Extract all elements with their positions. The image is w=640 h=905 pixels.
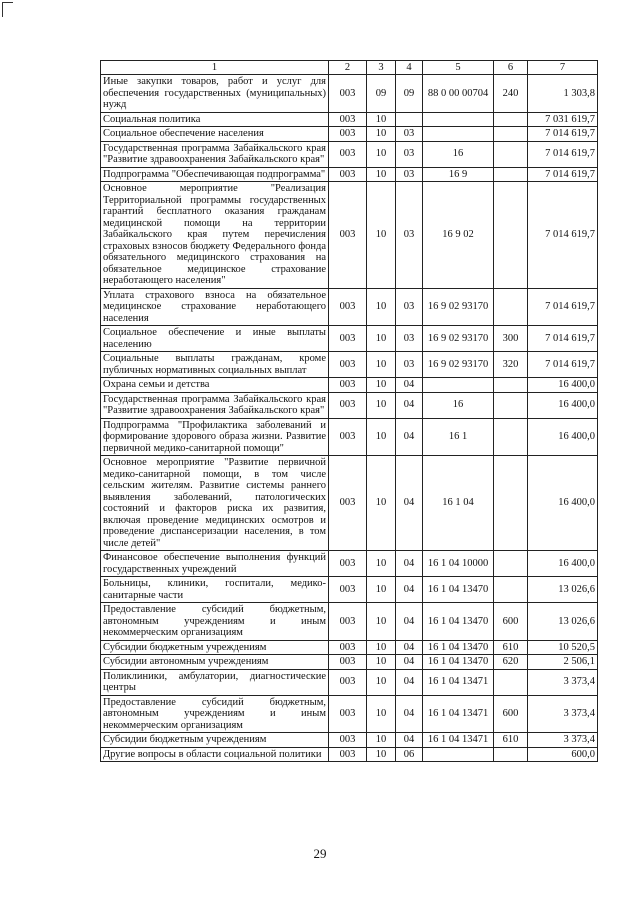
table-row <box>101 112 598 127</box>
table-row <box>101 288 598 326</box>
row-c5-cell: 16 1 04 13471 <box>423 733 494 748</box>
row-c5-cell: 16 <box>423 392 494 418</box>
budget-table <box>100 60 598 762</box>
row-c6-cell: 320 <box>494 352 528 378</box>
row-c2-cell: 003 <box>329 695 367 733</box>
row-name-cell: Государственная программа Забайкальского края "Развитие здравоохранения Забайкальского края" <box>101 141 329 167</box>
row-c6-cell <box>494 112 528 127</box>
row-c5-cell <box>423 112 494 127</box>
row-c4-cell: 03 <box>396 352 423 378</box>
row-c3-cell: 10 <box>367 288 396 326</box>
row-c3-cell: 10 <box>367 655 396 670</box>
row-name-cell: Больницы, клиники, госпитали, медико-санитарные части <box>101 577 329 603</box>
row-c3-cell: 10 <box>367 392 396 418</box>
row-c6-cell <box>494 669 528 695</box>
row-c2-cell: 003 <box>329 75 367 113</box>
row-c7-cell: 1 303,8 <box>528 75 598 113</box>
row-c5-cell: 16 9 02 93170 <box>423 326 494 352</box>
row-c5-cell: 16 <box>423 141 494 167</box>
row-c3-cell: 10 <box>367 352 396 378</box>
table-row <box>101 75 598 113</box>
row-c2-cell: 003 <box>329 640 367 655</box>
row-c4-cell: 04 <box>396 551 423 577</box>
row-name-cell: Субсидии бюджетным учреждениям <box>101 640 329 655</box>
table-row <box>101 655 598 670</box>
row-name-cell: Государственная программа Забайкальского края "Развитие здравоохранения Забайкальского края" <box>101 392 329 418</box>
row-name-cell: Подпрограмма "Обеспечивающая подпрограмма" <box>101 167 329 182</box>
table-row <box>101 669 598 695</box>
row-c6-cell: 300 <box>494 326 528 352</box>
row-c3-cell: 10 <box>367 141 396 167</box>
row-c5-cell <box>423 127 494 142</box>
row-c2-cell: 003 <box>329 112 367 127</box>
row-c6-cell <box>494 456 528 551</box>
row-c6-cell <box>494 418 528 456</box>
table-row <box>101 392 598 418</box>
column-header: 4 <box>396 61 423 75</box>
row-name-cell: Основное мероприятие "Развитие первичной медико-санитарной помощи, в том числе сельским жителям. Развитие системы раннего выявления заболеваний, патологических состояний и факторов риска их развития, включая проведение медицинских осмотров и проведение диспансеризации населения, в том числе детей" <box>101 456 329 551</box>
table-row <box>101 603 598 641</box>
row-c7-cell: 7 014 619,7 <box>528 182 598 289</box>
row-c4-cell: 04 <box>396 418 423 456</box>
column-header: 6 <box>494 61 528 75</box>
row-c6-cell: 620 <box>494 655 528 670</box>
row-name-cell: Социальная политика <box>101 112 329 127</box>
table-row <box>101 577 598 603</box>
row-c7-cell: 7 014 619,7 <box>528 352 598 378</box>
row-c7-cell: 7 031 619,7 <box>528 112 598 127</box>
row-c4-cell: 04 <box>396 378 423 393</box>
row-c4-cell: 03 <box>396 167 423 182</box>
row-c6-cell: 600 <box>494 603 528 641</box>
row-c2-cell: 003 <box>329 669 367 695</box>
row-c5-cell: 16 1 04 10000 <box>423 551 494 577</box>
row-c3-cell: 10 <box>367 167 396 182</box>
row-c5-cell: 16 9 02 93170 <box>423 352 494 378</box>
row-c6-cell <box>494 288 528 326</box>
row-c7-cell: 16 400,0 <box>528 456 598 551</box>
row-c4-cell: 03 <box>396 182 423 289</box>
column-header: 2 <box>329 61 367 75</box>
row-c4-cell: 04 <box>396 640 423 655</box>
row-c2-cell: 003 <box>329 167 367 182</box>
row-c7-cell: 7 014 619,7 <box>528 141 598 167</box>
row-c2-cell: 003 <box>329 127 367 142</box>
row-c2-cell: 003 <box>329 577 367 603</box>
row-c7-cell: 16 400,0 <box>528 378 598 393</box>
row-c5-cell <box>423 378 494 393</box>
row-c7-cell: 13 026,6 <box>528 603 598 641</box>
row-c7-cell: 3 373,4 <box>528 669 598 695</box>
row-c5-cell: 16 1 04 13470 <box>423 603 494 641</box>
row-name-cell: Подпрограмма "Профилактика заболеваний и формирование здорового образа жизни. Развитие первичной медико-санитарной помощи" <box>101 418 329 456</box>
row-c3-cell: 10 <box>367 733 396 748</box>
row-c7-cell: 7 014 619,7 <box>528 288 598 326</box>
row-c5-cell: 16 1 04 13470 <box>423 640 494 655</box>
corner-crop-mark <box>2 2 13 17</box>
row-c5-cell: 16 1 04 13471 <box>423 695 494 733</box>
row-name-cell: Финансовое обеспечение выполнения функций государственных учреждений <box>101 551 329 577</box>
row-c6-cell <box>494 577 528 603</box>
row-c3-cell: 10 <box>367 418 396 456</box>
row-c2-cell: 003 <box>329 182 367 289</box>
row-c6-cell <box>494 167 528 182</box>
row-c3-cell: 10 <box>367 456 396 551</box>
row-c5-cell: 16 1 04 13470 <box>423 655 494 670</box>
row-c2-cell: 003 <box>329 603 367 641</box>
row-c4-cell: 04 <box>396 655 423 670</box>
row-c4-cell: 03 <box>396 127 423 142</box>
row-c4-cell: 04 <box>396 577 423 603</box>
row-c7-cell: 16 400,0 <box>528 418 598 456</box>
row-c4-cell: 04 <box>396 392 423 418</box>
row-name-cell: Основное мероприятие "Реализация Территориальной программы государственных гарантий бесплатного оказания гражданам медицинской помощи на территории Забайкальского края путем перечисления страховых взносов бюджету Федерального фонда обязательного медицинского страхования на обязательное медицинское страхование неработающего населения" <box>101 182 329 289</box>
row-c2-cell: 003 <box>329 747 367 762</box>
row-name-cell: Поликлиники, амбулатории, диагностические центры <box>101 669 329 695</box>
table-row <box>101 640 598 655</box>
row-c4-cell: 03 <box>396 326 423 352</box>
row-name-cell: Другие вопросы в области социальной политики <box>101 747 329 762</box>
table-row <box>101 141 598 167</box>
row-c5-cell: 16 1 04 <box>423 456 494 551</box>
row-c7-cell: 13 026,6 <box>528 577 598 603</box>
row-name-cell: Предоставление субсидий бюджетным, автономным учреждениям и иным некоммерческим организациям <box>101 695 329 733</box>
row-c3-cell: 10 <box>367 577 396 603</box>
row-c7-cell: 3 373,4 <box>528 733 598 748</box>
column-header: 5 <box>423 61 494 75</box>
row-c4-cell: 06 <box>396 747 423 762</box>
row-c2-cell: 003 <box>329 418 367 456</box>
row-c7-cell: 2 506,1 <box>528 655 598 670</box>
row-c3-cell: 09 <box>367 75 396 113</box>
row-c2-cell: 003 <box>329 141 367 167</box>
table-row <box>101 695 598 733</box>
row-c7-cell: 7 014 619,7 <box>528 326 598 352</box>
row-c3-cell: 10 <box>367 127 396 142</box>
row-name-cell: Охрана семьи и детства <box>101 378 329 393</box>
row-c3-cell: 10 <box>367 551 396 577</box>
row-name-cell: Субсидии автономным учреждениям <box>101 655 329 670</box>
row-c5-cell: 16 9 02 <box>423 182 494 289</box>
row-c6-cell <box>494 747 528 762</box>
row-c3-cell: 10 <box>367 182 396 289</box>
row-c3-cell: 10 <box>367 747 396 762</box>
row-c5-cell: 16 9 <box>423 167 494 182</box>
row-c4-cell: 04 <box>396 695 423 733</box>
row-c6-cell: 240 <box>494 75 528 113</box>
table-header-row <box>101 61 598 75</box>
row-c4-cell: 03 <box>396 288 423 326</box>
row-c6-cell <box>494 551 528 577</box>
row-c7-cell: 16 400,0 <box>528 392 598 418</box>
row-c2-cell: 003 <box>329 392 367 418</box>
table-row <box>101 733 598 748</box>
table-row <box>101 326 598 352</box>
row-c6-cell: 610 <box>494 733 528 748</box>
row-c5-cell: 16 1 <box>423 418 494 456</box>
row-c2-cell: 003 <box>329 733 367 748</box>
row-c4-cell: 09 <box>396 75 423 113</box>
table-row <box>101 418 598 456</box>
row-c5-cell <box>423 747 494 762</box>
row-c6-cell <box>494 182 528 289</box>
row-name-cell: Социальные выплаты гражданам, кроме публичных нормативных социальных выплат <box>101 352 329 378</box>
row-c2-cell: 003 <box>329 288 367 326</box>
row-c4-cell: 04 <box>396 456 423 551</box>
row-c6-cell <box>494 141 528 167</box>
row-c7-cell: 7 014 619,7 <box>528 127 598 142</box>
row-c7-cell: 600,0 <box>528 747 598 762</box>
row-c5-cell: 16 1 04 13470 <box>423 577 494 603</box>
row-c5-cell: 16 1 04 13471 <box>423 669 494 695</box>
row-c4-cell: 03 <box>396 141 423 167</box>
row-name-cell: Предоставление субсидий бюджетным, автономным учреждениям и иным некоммерческим организациям <box>101 603 329 641</box>
table-row <box>101 456 598 551</box>
row-c7-cell: 10 520,5 <box>528 640 598 655</box>
column-header: 3 <box>367 61 396 75</box>
row-c6-cell <box>494 392 528 418</box>
table-row <box>101 378 598 393</box>
row-name-cell: Социальное обеспечение населения <box>101 127 329 142</box>
row-c2-cell: 003 <box>329 352 367 378</box>
table-row <box>101 182 598 289</box>
row-name-cell: Социальное обеспечение и иные выплаты населению <box>101 326 329 352</box>
row-name-cell: Уплата страхового взноса на обязательное медицинское страхование неработающего населения <box>101 288 329 326</box>
table-row <box>101 352 598 378</box>
row-c2-cell: 003 <box>329 326 367 352</box>
row-c7-cell: 7 014 619,7 <box>528 167 598 182</box>
row-c5-cell: 16 9 02 93170 <box>423 288 494 326</box>
row-c3-cell: 10 <box>367 603 396 641</box>
row-name-cell: Субсидии бюджетным учреждениям <box>101 733 329 748</box>
row-c5-cell: 88 0 00 00704 <box>423 75 494 113</box>
row-c2-cell: 003 <box>329 551 367 577</box>
row-c7-cell: 3 373,4 <box>528 695 598 733</box>
row-c3-cell: 10 <box>367 669 396 695</box>
row-c3-cell: 10 <box>367 378 396 393</box>
row-c2-cell: 003 <box>329 456 367 551</box>
table-row <box>101 127 598 142</box>
row-c2-cell: 003 <box>329 378 367 393</box>
row-c6-cell <box>494 127 528 142</box>
row-c3-cell: 10 <box>367 112 396 127</box>
row-c3-cell: 10 <box>367 326 396 352</box>
table-row <box>101 747 598 762</box>
table-row <box>101 167 598 182</box>
table-row <box>101 551 598 577</box>
row-c2-cell: 003 <box>329 655 367 670</box>
row-c6-cell <box>494 378 528 393</box>
row-c7-cell: 16 400,0 <box>528 551 598 577</box>
row-c4-cell <box>396 112 423 127</box>
row-c3-cell: 10 <box>367 640 396 655</box>
row-c4-cell: 04 <box>396 669 423 695</box>
page-number: 29 <box>313 846 327 861</box>
row-c6-cell: 600 <box>494 695 528 733</box>
row-c4-cell: 04 <box>396 603 423 641</box>
row-c6-cell: 610 <box>494 640 528 655</box>
row-c3-cell: 10 <box>367 695 396 733</box>
row-name-cell: Иные закупки товаров, работ и услуг для обеспечения государственных (муниципальных) нужд <box>101 75 329 113</box>
row-c4-cell: 04 <box>396 733 423 748</box>
column-header: 7 <box>528 61 598 75</box>
column-header: 1 <box>101 61 329 75</box>
